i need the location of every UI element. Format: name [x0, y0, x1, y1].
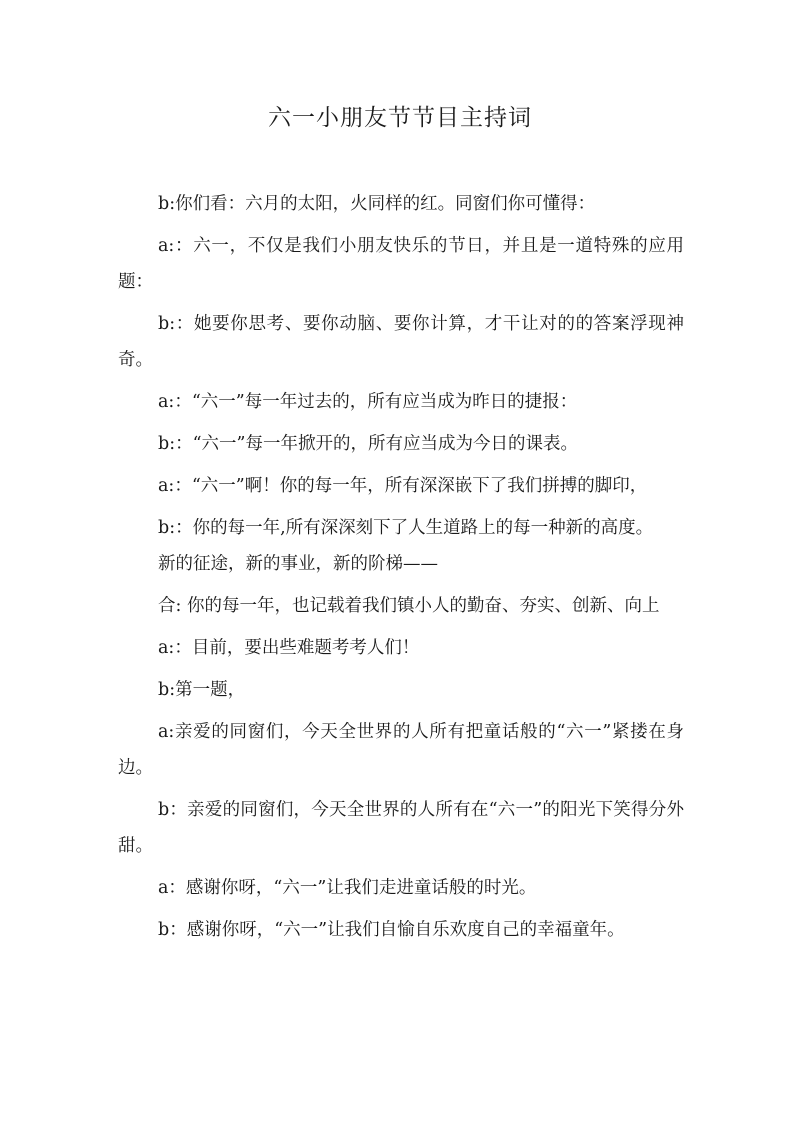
document-body	[118, 186, 684, 954]
paragraph: a:：六一，不仅是我们小朋友快乐的节日，并且是一道特殊的应用题：	[118, 236, 684, 292]
paragraph: b:你们看：六月的太阳，火同样的红。同窗们你可懂得：	[158, 194, 596, 214]
paragraph: a:：“六一”每一年过去的，所有应当成为昨日的捷报：	[158, 392, 578, 412]
paragraph: a：感谢你呀，“六一”让我们走进童话般的时光。	[158, 878, 537, 898]
paragraph: a:：“六一”啊！你的每一年，所有深深嵌下了我们拼搏的脚印，	[158, 476, 648, 496]
document-title: 六一小朋友节节目主持词	[268, 105, 532, 131]
paragraph: b：亲爱的同窗们，今天全世界的人所有在“六一”的阳光下笑得分外甜。	[118, 800, 684, 856]
paragraph: b:：你的每一年,所有深深刻下了人生道路上的每一种新的高度。	[158, 518, 654, 538]
paragraph: a:亲爱的同窗们，今天全世界的人所有把童话般的“六一”紧搂在身边。	[118, 722, 684, 778]
paragraph: b:：她要你思考、要你动脑、要你计算，才干让对的的答案浮现神奇。	[118, 314, 684, 370]
paragraph: b：感谢你呀，“六一”让我们自愉自乐欢度自己的幸福童年。	[158, 920, 625, 940]
paragraph: 新的征途，新的事业，新的阶梯——	[158, 554, 438, 574]
paragraph: b:：“六一”每一年掀开的，所有应当成为今日的课表。	[158, 434, 578, 454]
paragraph: 合: 你的每一年，也记载着我们镇小人的勤奋、夯实、创新、向上	[158, 596, 660, 616]
paragraph: b:第一题，	[158, 680, 246, 700]
paragraph: a:：目前，要出些难题考考人们！	[158, 638, 420, 658]
